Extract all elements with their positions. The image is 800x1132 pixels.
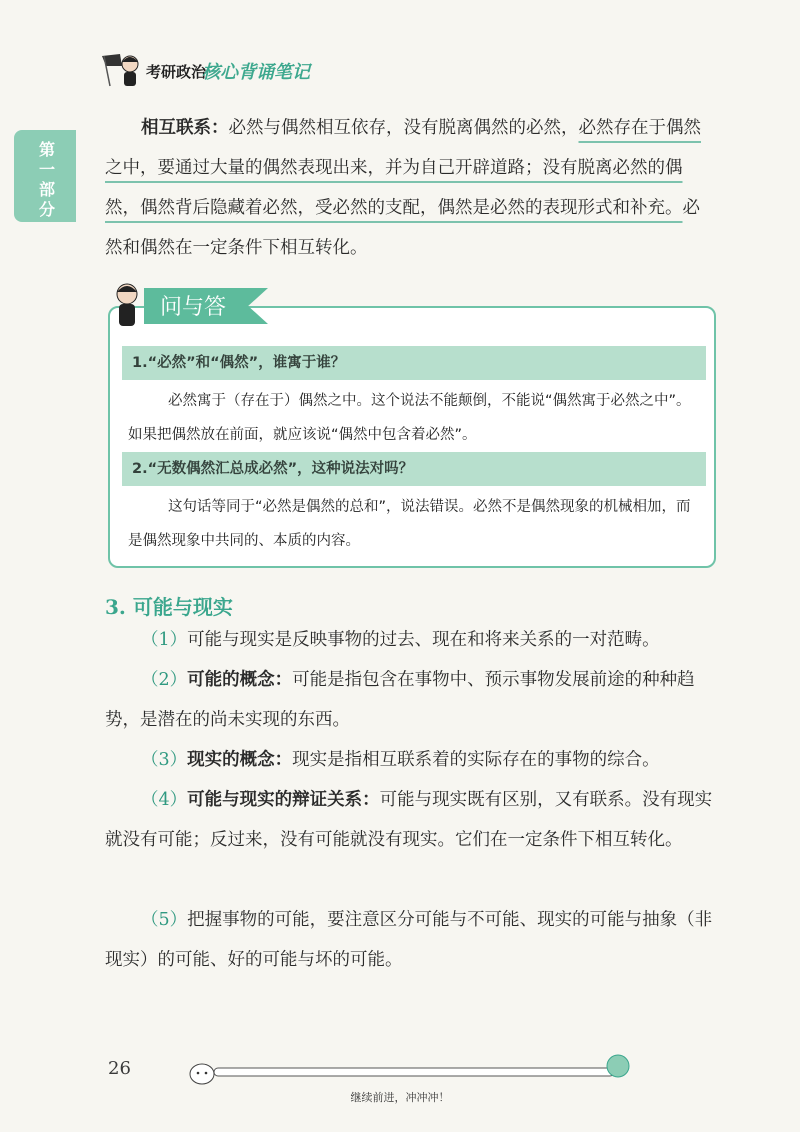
- header-title: 核心背诵笔记: [202, 62, 310, 83]
- item-text: 可能是指包含在事物中、预示事物发展前途的种种趋势，是潜在的尚未实现的东西。: [105, 670, 695, 730]
- page-header: [100, 52, 420, 88]
- section-item-2: [105, 660, 717, 740]
- item-number: （3）: [141, 750, 188, 770]
- qa-label-text: 问与答: [160, 295, 227, 320]
- question-2: 2.“无数偶然汇总成必然”，这种说法对吗？: [122, 452, 706, 486]
- progress-track-icon: [186, 1052, 634, 1088]
- item-label: 可能的概念：: [187, 670, 293, 690]
- header-series: 考研政治: [146, 63, 207, 81]
- question-1: 1.“必然”和“偶然”，谁寓于谁？: [122, 346, 706, 380]
- answer-2: 这句话等同于“必然是偶然的总和”，说法错误。必然不是偶然现象的机械相加，而是偶然现象中共同的、本质的内容。: [128, 499, 691, 549]
- item-text: 可能与现实既有区别，又有联系。没有现实就没有可能；反过来，没有可能就没有现实。它们在一定条件下相互转化。: [105, 790, 713, 850]
- section-side-tab: [14, 130, 76, 222]
- footer-slogan: 继续前进，冲冲冲！: [350, 1091, 450, 1104]
- intro-underlined: 必然存在于偶然之中，要通过大量的偶然表现出来，并为自己开辟道路；没有脱离必然的偶然，偶然背后隐藏着必然，受必然的支配，偶然是必然的表现形式和补充。: [105, 118, 701, 218]
- section-item-3: [105, 740, 717, 780]
- side-tab-label: 第一部分: [38, 140, 55, 219]
- item-number: （5）: [141, 910, 188, 930]
- item-number: （1）: [141, 630, 188, 650]
- section-item-5: [105, 900, 717, 980]
- intro-bold-label: 相互联系：: [141, 118, 229, 138]
- section-item-4: [105, 780, 717, 860]
- section-title: 3. 可能与现实: [105, 595, 233, 619]
- item-text: 把握事物的可能，要注意区分可能与不可能、现实的可能与抽象（非现实）的可能、好的可能与坏的可能。: [105, 910, 713, 970]
- intro-paragraph: [105, 108, 717, 268]
- page-number: 26: [108, 1058, 131, 1079]
- answer-1: 必然寓于（存在于）偶然之中。这个说法不能颠倒，不能说“偶然寓于必然之中”。如果把偶然放在前面，就应该说“偶然中包含着必然”。: [128, 393, 691, 443]
- mascot-icon: [112, 282, 142, 330]
- item-label: 可能与现实的辩证关系：: [187, 790, 380, 810]
- qa-box: [108, 306, 716, 568]
- qa-label: [112, 282, 272, 330]
- mascot-with-flag-icon: [100, 52, 144, 88]
- item-number: （4）: [141, 790, 188, 810]
- intro-seg1: 必然与偶然相互依存，没有脱离偶然的必然，: [228, 118, 579, 138]
- item-text: 现实是指相互联系着的实际存在的事物的综合。: [292, 750, 660, 770]
- intro-seg3: 必然和偶然在一定条件下相互转化。: [105, 198, 700, 258]
- section-item-1: [105, 620, 717, 660]
- item-text: 可能与现实是反映事物的过去、现在和将来关系的一对范畴。: [187, 630, 660, 650]
- item-label: 现实的概念：: [187, 750, 293, 770]
- item-number: （2）: [141, 670, 188, 690]
